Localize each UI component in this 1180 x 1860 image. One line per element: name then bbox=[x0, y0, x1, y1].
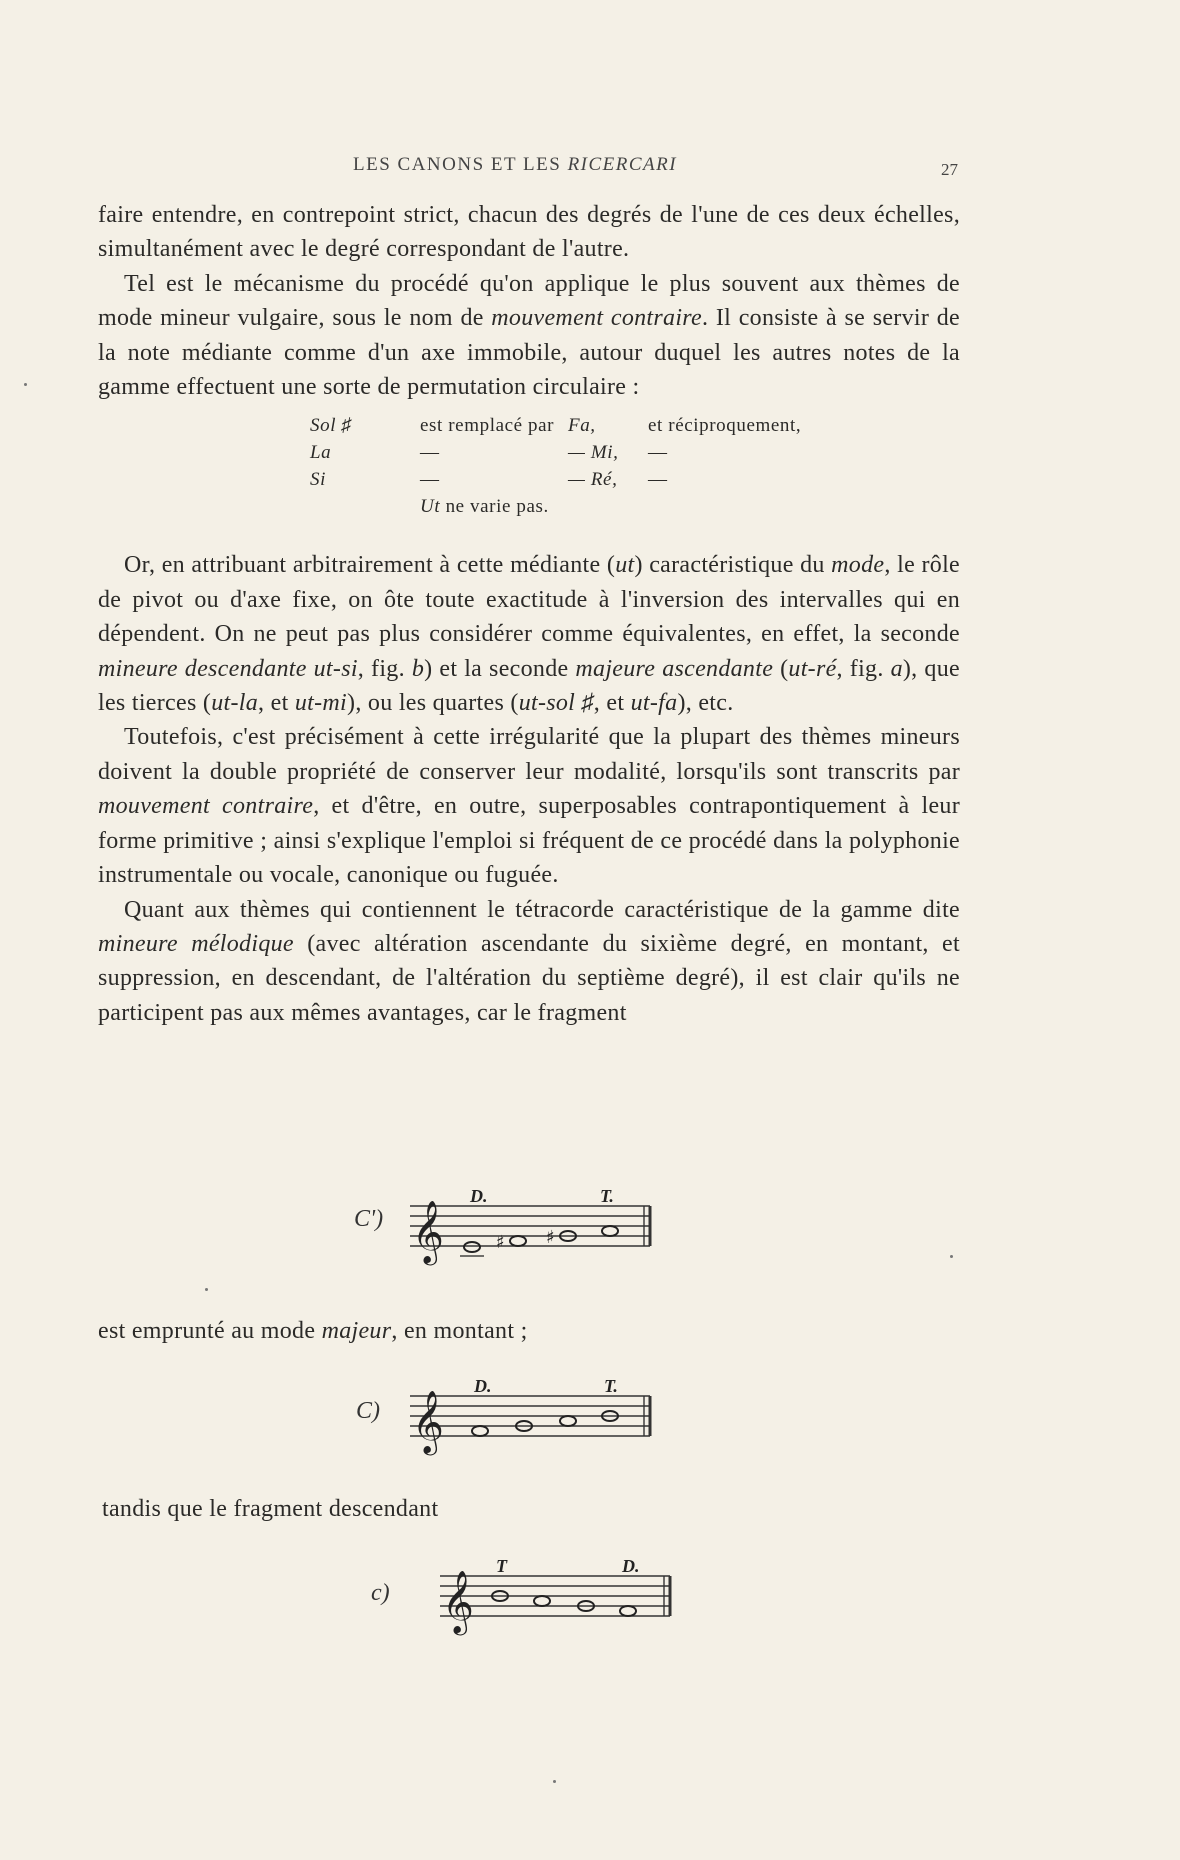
paper-speck bbox=[24, 383, 27, 386]
text: , et bbox=[258, 690, 289, 717]
example-2-label: C) bbox=[356, 1398, 380, 1424]
term: majeur bbox=[321, 1318, 392, 1344]
note-cell: Fa, bbox=[568, 415, 596, 437]
note-cell: La bbox=[310, 442, 332, 464]
paragraph-1: faire entendre, en contrepoint strict, chacun des degrés de l'une de ces deux échelles, simultanément avec le degré correspondant de l'autre. bbox=[98, 202, 960, 263]
term: mouvement contraire bbox=[98, 793, 314, 820]
text: , et bbox=[593, 690, 625, 717]
sharp-icon: ♯ bbox=[496, 1232, 505, 1253]
term: ut-mi bbox=[294, 690, 348, 717]
line-after-example-2: tandis que le fragment descendant bbox=[102, 1496, 439, 1522]
paragraph-4 bbox=[98, 720, 960, 892]
paragraph-5 bbox=[98, 893, 960, 1031]
note bbox=[464, 1242, 480, 1252]
paragraph-2-text-cont: . Il consiste à se servir de la note médiante comme d'un axe immobile, autour duquel les autres notes de la gamme effectuent une sorte de permutation circulaire : bbox=[98, 305, 960, 401]
note bbox=[620, 1606, 636, 1616]
term: mineure mélodique bbox=[98, 930, 294, 957]
term: ut-fa bbox=[630, 690, 678, 717]
permutation-row-ut bbox=[310, 493, 960, 520]
permutation-table bbox=[310, 412, 960, 520]
line-after-example-1 bbox=[98, 1318, 528, 1345]
relation-cell: — bbox=[648, 469, 668, 491]
note-cell: Si bbox=[310, 469, 326, 491]
music-example-2 bbox=[400, 1368, 660, 1460]
text: ) et la seconde bbox=[424, 655, 569, 682]
running-title-italic: RICERCARI bbox=[567, 154, 678, 175]
relation-cell: — bbox=[648, 442, 668, 464]
term: a bbox=[890, 655, 903, 682]
term: b bbox=[411, 655, 425, 682]
term: ut-sol ♯ bbox=[518, 690, 594, 717]
note-cell: — Mi, bbox=[568, 442, 619, 464]
note bbox=[560, 1416, 576, 1426]
relation-cell: est remplacé par bbox=[420, 415, 555, 437]
running-title: LES CANONS ET LES bbox=[353, 154, 562, 175]
note-cell: Ut bbox=[420, 496, 441, 518]
note-cell: — Ré, bbox=[568, 469, 618, 491]
treble-clef-icon: 𝄞 bbox=[412, 1200, 444, 1263]
paper-speck bbox=[950, 1255, 953, 1258]
sharp-icon: ♯ bbox=[546, 1227, 555, 1248]
relation-cell: et réciproquement, bbox=[648, 415, 802, 437]
mark-tonic: T bbox=[496, 1556, 507, 1576]
term-mouvement-contraire: mouvement contraire bbox=[491, 305, 702, 332]
text: ), que les tierces ( bbox=[98, 655, 960, 717]
text: est emprunté au mode bbox=[98, 1318, 316, 1344]
example-1-label: C') bbox=[354, 1206, 384, 1232]
treble-clef-icon: 𝄞 bbox=[412, 1390, 444, 1453]
term: majeure ascendante bbox=[575, 655, 774, 682]
paragraph-2 bbox=[98, 267, 960, 405]
text: ( bbox=[780, 655, 789, 682]
text: Or, en attribuant arbitrairement à cette médiante ( bbox=[124, 552, 616, 579]
relation-cell: ne varie pas. bbox=[445, 496, 549, 518]
text: , fig. bbox=[357, 655, 405, 682]
note bbox=[534, 1596, 550, 1606]
term: ut-la bbox=[211, 690, 259, 717]
treble-clef-icon: 𝄞 bbox=[442, 1570, 474, 1633]
term: ut bbox=[615, 552, 635, 579]
text: ), ou les quartes ( bbox=[347, 690, 519, 717]
permutation-row bbox=[310, 439, 960, 466]
mark-tonic: T. bbox=[604, 1376, 618, 1396]
mark-dominant: D. bbox=[470, 1186, 488, 1206]
relation-cell: — bbox=[420, 469, 440, 491]
music-example-1 bbox=[400, 1178, 660, 1270]
text: , fig. bbox=[836, 655, 884, 682]
term: ut-ré bbox=[788, 655, 837, 682]
paper-speck bbox=[205, 1288, 208, 1291]
permutation-row bbox=[310, 412, 960, 439]
paper-speck bbox=[553, 1780, 556, 1783]
text: , le rôle de pivot ou d'axe fixe, on ôte toute exactitude à l'inversion des intervalles qui en dépendent. On ne peut pas plus considérer comme équivalentes, en effet, la seconde bbox=[98, 552, 961, 648]
mark-dominant: D. bbox=[622, 1556, 640, 1576]
note bbox=[510, 1236, 526, 1246]
term: mode bbox=[831, 552, 885, 579]
text: , et d'être, en outre, superposables contrapontiquement à leur forme primitive ; ainsi s'explique l'emploi si fréquent de ce procédé dans la polyphonie instrumentale ou vocale, canonique ou fuguée. bbox=[98, 793, 961, 889]
note bbox=[472, 1426, 488, 1436]
relation-cell: — bbox=[420, 442, 440, 464]
example-3-label: c) bbox=[371, 1580, 390, 1606]
running-header bbox=[353, 154, 958, 179]
mark-dominant: D. bbox=[474, 1376, 492, 1396]
text: ) caractéristique du bbox=[634, 552, 825, 579]
text: Quant aux thèmes qui contiennent le tétracorde caractéristique de la gamme dite bbox=[124, 896, 960, 923]
term: mineure descendante ut-si bbox=[98, 655, 358, 682]
text: Toutefois, c'est précisément à cette irrégularité que la plupart des thèmes mineurs doivent la double propriété de conserver leur modalité, lorsqu'ils sont transcrits par bbox=[98, 724, 960, 785]
paragraph-3 bbox=[98, 548, 960, 720]
permutation-row bbox=[310, 466, 960, 493]
paragraph-2-text: Tel est le mécanisme du procédé qu'on applique le plus souvent aux thèmes de mode mineur vulgaire, sous le nom de bbox=[98, 270, 960, 332]
text: (avec altération ascendante du sixième degré, en montant, et suppression, en descendant, de l'altération du septième degré), il est clair qu'ils ne participent pas aux mêmes avantages, car le fragment bbox=[98, 930, 960, 1026]
page-number: 27 bbox=[941, 160, 958, 179]
note-cell: Sol ♯ bbox=[310, 415, 352, 437]
text: ), etc. bbox=[677, 690, 734, 717]
text: , en montant ; bbox=[391, 1318, 528, 1344]
music-example-3 bbox=[430, 1548, 680, 1648]
mark-tonic: T. bbox=[600, 1186, 614, 1206]
body-text bbox=[98, 198, 960, 1030]
note bbox=[602, 1226, 618, 1236]
